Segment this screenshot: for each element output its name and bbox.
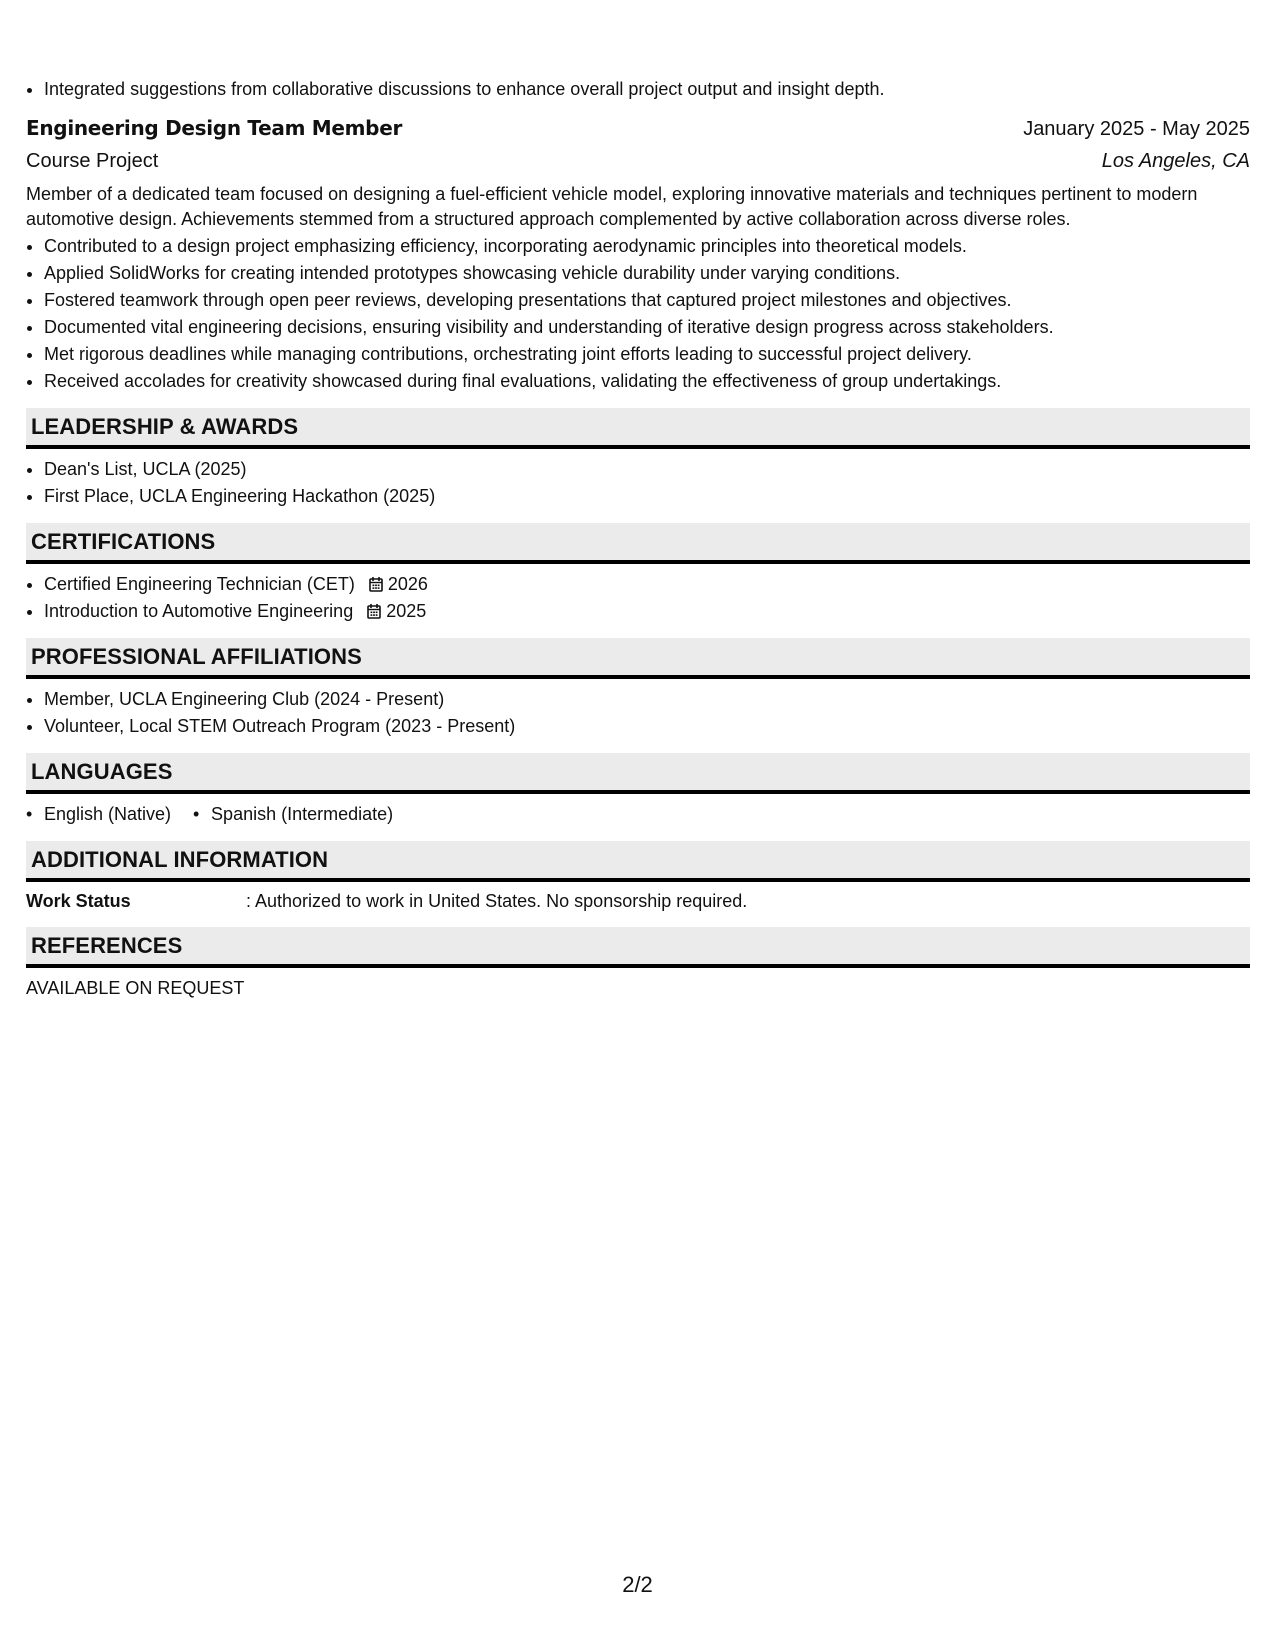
section-heading: REFERENCES <box>26 927 1250 968</box>
references-section <box>26 927 1250 1001</box>
languages-list <box>26 801 1250 828</box>
list-item: • Met rigorous deadlines while managing contributions, orchestrating joint efforts leading to successful project delivery. <box>44 341 1250 368</box>
certification-name: Certified Engineering Technician (CET) <box>44 574 355 594</box>
certification-name: Introduction to Automotive Engineering <box>44 601 354 621</box>
certifications-list <box>26 571 1250 625</box>
list-item: • Integrated suggestions from collaborative discussions to enhance overall project output and insight depth. <box>44 76 1250 103</box>
carryover-bullet-list <box>26 76 1250 103</box>
list-item: • Dean's List, UCLA (2025) <box>44 456 1250 483</box>
leadership-section <box>26 408 1250 510</box>
list-item <box>44 598 1250 625</box>
affiliations-section <box>26 638 1250 740</box>
additional-information-section <box>26 841 1250 914</box>
affiliations-list <box>26 686 1250 740</box>
list-item: • Member, UCLA Engineering Club (2024 - Present) <box>44 686 1250 713</box>
section-heading: LANGUAGES <box>26 753 1250 794</box>
section-heading: PROFESSIONAL AFFILIATIONS <box>26 638 1250 679</box>
job-organization: Course Project <box>26 150 159 172</box>
list-item <box>44 571 1250 598</box>
list-item: • Contributed to a design project emphasizing efficiency, incorporating aerodynamic principles into theoretical models. <box>44 233 1250 260</box>
calendar-icon <box>367 603 381 619</box>
list-item: • Applied SolidWorks for creating intended prototypes showcasing vehicle durability under varying conditions. <box>44 260 1250 287</box>
list-item: • First Place, UCLA Engineering Hackathon (2025) <box>44 483 1250 510</box>
references-text: AVAILABLE ON REQUEST <box>26 978 245 998</box>
work-status-row <box>26 887 1250 914</box>
certification-year: 2026 <box>387 574 428 594</box>
list-item: • English (Native) <box>26 801 171 828</box>
calendar-icon <box>369 576 383 592</box>
job-description: Member of a dedicated team focused on designing a fuel-efficient vehicle model, exploring innovative materials and techniques pertinent to modern automotive design. Achievements stemmed from a structured approach complemented by active collaboration across diverse roles. <box>26 184 1198 229</box>
page-number: 2/2 <box>622 1572 653 1597</box>
experience-entry <box>26 113 1250 395</box>
list-item: • Volunteer, Local STEM Outreach Program (2023 - Present) <box>44 713 1250 740</box>
section-heading: LEADERSHIP & AWARDS <box>26 408 1250 449</box>
job-bullet-list <box>26 233 1250 395</box>
list-item: • Spanish (Intermediate) <box>193 801 393 828</box>
list-item: • Received accolades for creativity showcased during final evaluations, validating the effectiveness of group undertakings. <box>44 368 1250 395</box>
job-dates: January 2025 - May 2025 <box>1023 118 1250 140</box>
certifications-section <box>26 523 1250 625</box>
list-item: • Documented vital engineering decisions, ensuring visibility and understanding of iterative design progress across stakeholders. <box>44 314 1250 341</box>
list-item: • Fostered teamwork through open peer reviews, developing presentations that captured project milestones and objectives. <box>44 287 1250 314</box>
work-status-value: : Authorized to work in United States. No sponsorship required. <box>246 891 748 911</box>
certification-year: 2025 <box>386 601 427 621</box>
section-heading: CERTIFICATIONS <box>26 523 1250 564</box>
languages-section <box>26 753 1250 828</box>
work-status-label: Work Status <box>26 891 131 911</box>
carryover-bullets <box>26 76 1250 103</box>
job-title: Engineering Design Team Member <box>26 116 403 140</box>
job-location: Los Angeles, CA <box>1101 150 1250 172</box>
leadership-list <box>26 456 1250 510</box>
resume-page <box>26 76 1250 1001</box>
section-heading: ADDITIONAL INFORMATION <box>26 841 1250 882</box>
